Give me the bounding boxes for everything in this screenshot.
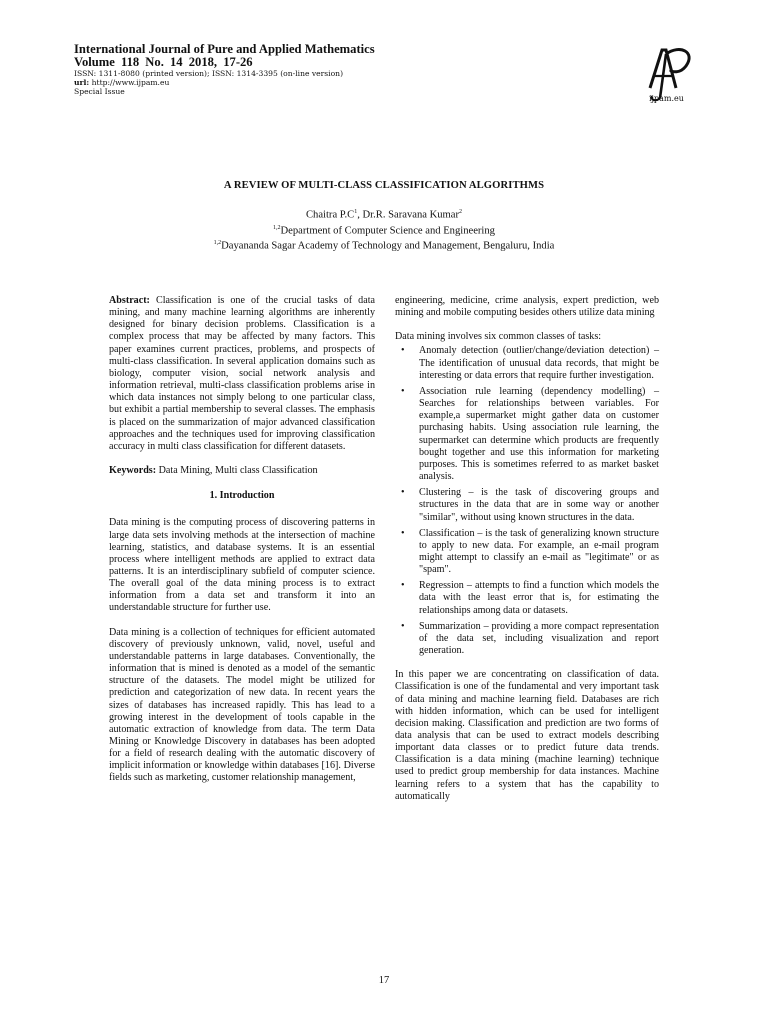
volume-line: Volume 118 No. 14 2018, 17-26 [74,55,253,69]
bullet-icon: • [401,345,405,357]
list-item-text: Summarization – providing a more compact representation of the data set, including visualization and report generation. [419,620,659,657]
list-item-text: Association rule learning (dependency modelling) – Searches for relationships between variables. For example,a supermarket might gather data on customer purchasing habits. Using association rule learning, the supermarket can determine which products are frequently bought together and use this information for marketing purposes. This is sometimes referred to as market basket analysis. [419,385,659,483]
list-item [395,580,659,616]
classification-paragraph: In this paper we are concentrating on classification of data. Classification is one of the fundamental and very important task of data mining and machine learning field. Databases are rich with hidden information, which can be used for intelligent decision making. Classification and prediction are two forms of data analysis that can be used to extract models describing important data classes or to predict future data trends. Classification is a data mining (machine learning) technique used to predict group membership for data instances. Machine learning refers to a system that has the capability to automatically [395,669,659,802]
list-item [395,345,659,381]
author-1: Chaitra P.C [305,209,355,221]
affiliation-2-text: Dayananda Sagar Academy of Technology and Management, Bengaluru, India [221,240,555,252]
affiliation-2 [0,237,768,253]
affiliation-1-sup: 1,2 [273,224,281,231]
author-2: Dr.R. Saravana Kumar [362,209,460,221]
special-issue-label: Special Issue [74,87,125,96]
author-line [0,206,768,222]
right-column [395,295,659,815]
paper-title: A REVIEW OF MULTI-CLASS CLASSIFICATION ALGORITHMS [223,180,545,191]
bullet-icon: • [401,527,405,539]
logo-label: ijpam.eu [649,94,684,103]
abstract-label: Abstract: [109,295,150,306]
list-item [395,386,659,483]
intro-paragraph-2: Data mining is a collection of techniques for efficient automated discovery of previously unknown, valid, novel, useful and understandable patterns in large databases. Conventionally, the information that is mined is denoted as a model of the semantic structure of the datasets. The model might be utilized for prediction and categorization of new data. In recent years the sizes of databases has increased rapidly. This has lead to a growing interest in the development of tools capable in the automatic extraction of knowledge from data. The term Data Mining or Knowledge Discovery in databases has been adopted for a field of research dealing with the automatic discovery of implicit information or knowledge within databases [16]. Diverse fields such as marketing, customer relationship management, [109,626,375,784]
list-item [395,621,659,657]
keywords-label: Keywords: [109,465,157,477]
bullet-icon: • [401,580,405,592]
url-label: url: [74,78,90,87]
journal-url-link[interactable]: http://www.ijpam.eu [91,78,170,87]
list-item-text: Anomaly detection (outlier/change/deviation detection) – The identification of unusual data records, that might be interesting or data errors that require further investigation. [419,345,659,381]
left-column [109,295,375,797]
bullet-icon: • [401,620,405,632]
author-separator: , [357,209,363,221]
task-classes-intro: Data mining involves six common classes of tasks: [395,331,602,343]
list-item-text: Regression – attempts to find a function which models the data with the least error that is, for estimating the relationships among data or datasets. [419,580,659,616]
list-item [395,487,659,523]
bullet-icon: • [401,487,405,499]
list-item [395,528,659,577]
journal-header [74,43,634,96]
list-item-text: Classification – is the task of generalizing known structure to apply to new data. For example, an e-mail program might attempt to classify an e-mail as "legitimate" or as "spam". [419,527,659,576]
issn-line: ISSN: 1311-8080 (printed version); ISSN: 1314-3395 (on-line version) [74,69,344,78]
affiliation-1 [0,222,768,238]
affiliation-2-sup: 1,2 [213,240,222,247]
bullet-icon: • [401,385,405,397]
intro-paragraph-continued: engineering, medicine, crime analysis, expert prediction, web mining and mobile computing besides others utilize data mining [395,295,659,319]
abstract-text: Classification is one of the crucial tasks of data mining, and many machine learning algorithms are inherently designed for binary decision problems. Classification is a complex process that may be affected by many factors. This paper examines current practices, problems, and prospects of multi-class classification. In several application domains such as biology, computer vision, social network analysis and information retrieval, multi-class classification problems arise in which data instances not simply belong to one particular class, but exhibit a partial membership to several classes. The emphasis is placed on the summarization of major advanced classification approaches and the techniques used for improving classification accuracy in multi class classification for different datasets. [109,295,375,452]
section-heading-introduction: 1. Introduction [209,490,275,502]
keywords [109,465,375,477]
journal-title: International Journal of Pure and Applied Mathematics [74,42,375,56]
list-item-text: Clustering – is the task of discovering groups and structures in the data that are in some way or another "similar", without using known structures in the data. [419,487,659,523]
abstract [109,295,375,453]
url-line [74,78,634,87]
intro-paragraph-1: Data mining is the computing process of discovering patterns in large data sets involving methods at the intersection of machine learning, statistics, and database systems. It is an essential process where intelligent methods are applied to extract data patterns. It is an interdisciplinary subfield of computer science. The overall goal of the data mining process is to extract information from a data set and transform it into an understandable structure for further use. [109,517,375,614]
affiliation-1-text: Department of Computer Science and Engineering [280,225,495,237]
task-list [395,345,659,657]
keywords-text: Data Mining, Multi class Classification [156,465,318,477]
author-block [0,206,768,253]
author-2-sup: 2 [459,209,463,215]
page-number: 17 [378,975,390,986]
author-1-sup: 1 [354,209,358,215]
